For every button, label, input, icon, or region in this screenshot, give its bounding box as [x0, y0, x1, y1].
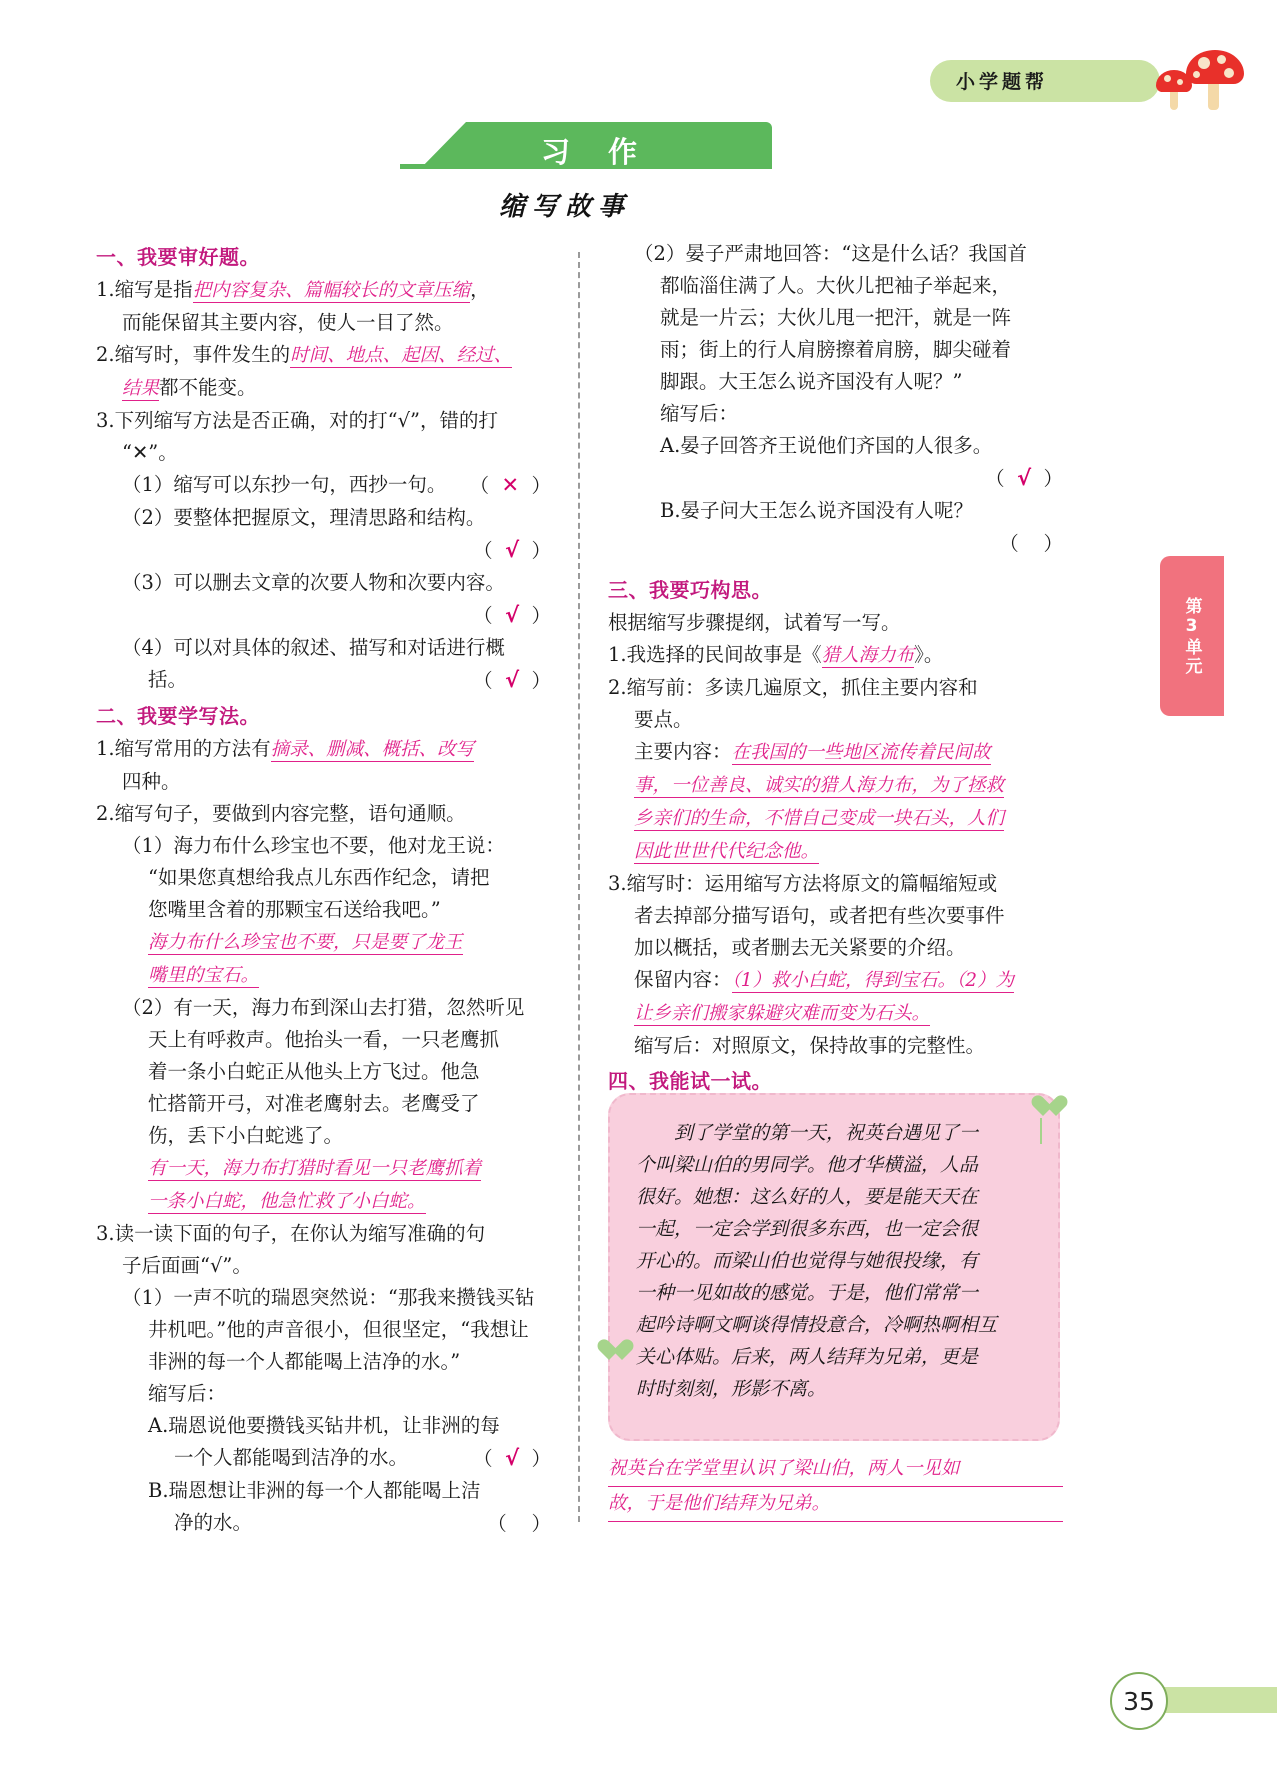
r-q3-3-keep-label: 保留内容：	[634, 968, 732, 991]
r-q3-3-stem: 缩写时：运用缩写方法将原文的篇幅缩短或	[626, 872, 998, 895]
r-q3-3-line-2: 加以概括，或者删去无关紧要的介绍。	[634, 936, 966, 959]
r-q3-3-line-1: 者去掉部分描写语句，或者把有些次要事件	[634, 904, 1005, 927]
passage-line-8: 关心体贴。后来，两人结拜为兄弟，更是	[636, 1346, 979, 1368]
r-q2-optB-bracket: （ ）	[999, 532, 1063, 555]
q1-1-num: 1.	[96, 278, 115, 301]
q1-1-stem: 缩写是指	[114, 278, 193, 301]
q1-2	[96, 339, 551, 372]
r-q3-2-answer-row-2	[608, 769, 1063, 802]
q2-3-stem: 读一读下面的句子，在你认为缩写准确的句	[114, 1222, 486, 1245]
q1-3-item-1-mark[interactable]: ✕	[501, 473, 520, 497]
r-q3-1-num: 1.	[608, 643, 627, 666]
section-banner-title: 习 作	[540, 135, 652, 169]
q1-1	[96, 274, 551, 307]
r-q3-3-num: 3.	[608, 872, 627, 895]
r-q3-3-after-label: 缩写后：对照原文，保持故事的完整性。	[634, 1034, 986, 1057]
q2-3-sub1-label: （1）一声不吭的瑞恩突然说：“那我来攒钱买钻	[122, 1286, 535, 1309]
q1-2-stem: 缩写时，事件发生的	[114, 343, 291, 366]
q2-3-line2: 子后面画“√”。	[122, 1254, 252, 1277]
passage-line-2: 个叫梁山伯的男同学。他才华横溢，人品	[636, 1154, 979, 1176]
r-q3-1-tail: 》。	[914, 643, 944, 666]
r-q3-2-label: 主要内容：	[634, 740, 732, 763]
q1-3	[96, 405, 551, 437]
q1-1-tail: ，	[470, 278, 490, 301]
q1-3-num: 3.	[96, 409, 115, 432]
r-q2-line-4: 脚跟。大王怎么说齐国没有人呢？”	[660, 370, 963, 393]
r-q3-1	[608, 639, 1063, 672]
q2-2-sub2-answer-1-text: 有一天，海力布打猎时看见一只老鹰抓着	[148, 1158, 482, 1179]
page-number: 35	[1110, 1672, 1168, 1730]
q2-2-sub2-answer-2	[96, 1185, 551, 1218]
q2-1-stem: 缩写常用的方法有	[114, 737, 271, 760]
q2-3-optA-line-1: A.瑞恩说他要攒钱买钻井机，让非洲的每	[148, 1414, 500, 1437]
q2-2-sub1-answer-1-text: 海力布什么珍宝也不要，只是要了龙王	[148, 932, 463, 953]
q1-3-item-2-label: （2）要整体把握原文，理清思路和结构。	[122, 506, 486, 529]
q2-3-sub1-line-3: 缩写后：	[148, 1382, 227, 1405]
heart-icon	[596, 1340, 622, 1364]
q2-2-num: 2.	[96, 802, 115, 825]
r-q3-1-stem: 我选择的民间故事是《	[626, 643, 822, 666]
q1-2-answer-a: 时间、地点、起因、经过、	[290, 345, 513, 366]
q1-3-stem: 下列缩写方法是否正确，对的打“√”，错的打	[114, 409, 498, 432]
q2-2-sub2-label: （2）有一天，海力布到深山去打猎，忽然听见	[122, 996, 525, 1019]
q1-3-item-3-bracket: （ √ ）	[473, 603, 551, 627]
left-column	[96, 238, 551, 1540]
q2-3	[96, 1218, 551, 1250]
r-q3-2-answer-row-4	[608, 835, 1063, 868]
r-q3-2-answer-row-1	[608, 736, 1063, 769]
q2-2-sub2-answer-2-text: 一条小白蛇，他急忙救了小白蛇。	[148, 1191, 426, 1212]
r-q3-2-num: 2.	[608, 676, 627, 699]
lesson-title: 缩写故事	[498, 192, 631, 222]
r-q3-2	[608, 672, 1063, 704]
r-q3-2-stem: 缩写前：多读几遍原文，抓住主要内容和	[626, 676, 978, 699]
r-q2-optA: A.晏子回答齐王说他们齐国的人很多。	[660, 434, 993, 457]
unit-tab-label: 第3单元	[1181, 596, 1202, 676]
right-column	[608, 238, 1063, 1130]
r-q3-1-answer: 猎人海力布	[821, 645, 915, 666]
q1-3-item-4-row	[96, 664, 551, 697]
r-q2-label: （2）晏子严肃地回答：“这是什么话？我国首	[634, 242, 1027, 265]
q1-3-item-4-bracket: （ √ ）	[473, 668, 551, 692]
r-q2-line-2: 就是一片云；大伙儿甩一把汗，就是一阵	[660, 306, 1012, 329]
q2-2-sub2-line-3: 忙搭箭开弓，对准老鹰射去。老鹰受了	[148, 1092, 480, 1115]
q2-3-sub1-line-2: 非洲的每一个人都能喝上洁净的水。”	[148, 1350, 461, 1373]
r-q3-2-answer-3: 乡亲们的生命，不惜自己变成一块石头，人们	[634, 808, 1005, 829]
passage-line-5: 开心的。而梁山伯也觉得与她很投缘，有	[636, 1250, 979, 1272]
r-q3-3-keep-answer-1: （1）救小白蛇，得到宝石。（2）为	[731, 970, 1015, 991]
section-3-intro: 根据缩写步骤提纲，试着写一写。	[608, 611, 901, 634]
q2-3-optB-row	[96, 1507, 551, 1540]
section-2-heading: 二、我要学写法。	[96, 704, 260, 728]
passage-box	[608, 1093, 1060, 1441]
q1-3-item-2-bracket: （ √ ）	[473, 538, 551, 562]
r-q3-2-line2: 要点。	[634, 708, 693, 731]
q1-3-item-3-label: （3）可以删去文章的次要人物和次要内容。	[122, 571, 505, 594]
passage-answer	[608, 1452, 1063, 1522]
passage-line-6: 一种一见如故的感觉。于是，他们常常一	[636, 1282, 979, 1304]
r-q2-optB: B.晏子问大王怎么说齐国没有人呢？	[660, 499, 974, 522]
brand-header	[930, 42, 1260, 112]
passage-answer-line-2: 故，于是他们结拜为兄弟。	[608, 1487, 1063, 1522]
r-q3-3-keep-row-1	[608, 964, 1063, 997]
mushroom-large-icon	[1186, 50, 1244, 110]
q2-2-sub2-answer-1	[96, 1152, 551, 1185]
passage-line-1: 到了学堂的第一天，祝英台遇见了一	[674, 1122, 979, 1144]
r-q3-2-answer-2: 事，一位善良、诚实的猎人海力布，为了拯救	[634, 775, 1005, 796]
q2-2	[96, 798, 551, 830]
q1-3-item-4-label: （4）可以对具体的叙述、描写和对话进行概	[122, 636, 505, 659]
q2-1-line2: 四种。	[122, 770, 181, 793]
r-q3-2-answer-row-3	[608, 802, 1063, 835]
r-q2-optA-bracket: （ √ ）	[985, 466, 1063, 490]
q2-2-sub2-line-4: 伤，丢下小白蛇逃了。	[148, 1124, 344, 1147]
passage-line-4: 一起，一定会学到很多东西，也一定会很	[636, 1218, 979, 1240]
q2-2-sub1-answer-1	[96, 926, 551, 959]
q2-3-optA-mark[interactable]: √	[505, 1446, 520, 1470]
q1-2-answer-b: 结果	[122, 378, 160, 399]
q2-2-sub1-answer-2	[96, 959, 551, 992]
q2-3-optA-line-2: 一个人都能喝到洁净的水。	[174, 1446, 409, 1469]
q1-3-item-4-mark[interactable]: √	[505, 668, 520, 692]
q1-3-item-1	[96, 469, 551, 502]
q1-3-item-1-label: （1）缩写可以东抄一句，西抄一句。	[122, 473, 447, 496]
passage-answer-line-1: 祝英台在学堂里认识了梁山伯，两人一见如	[608, 1452, 1063, 1487]
r-q2-line-1: 都临淄住满了人。大伙儿把袖子举起来，	[660, 274, 1012, 297]
q2-2-stem: 缩写句子，要做到内容完整，语句通顺。	[114, 802, 466, 825]
r-q3-2-answer-1: 在我国的一些地区流传着民间故	[731, 742, 991, 763]
passage-line-9: 时时刻刻，形影不离。	[636, 1378, 827, 1400]
q1-2-num: 2.	[96, 343, 115, 366]
r-q2-line-5: 缩写后：	[660, 402, 739, 425]
q2-2-sub1-line-1: “如果您真想给我点儿东西作纪念，请把	[148, 866, 490, 889]
q2-3-optA-bracket: （ √ ）	[473, 1446, 551, 1470]
q1-3-item-4-label2: 括。	[148, 668, 188, 691]
heart-balloon-icon	[1030, 1096, 1056, 1120]
q1-3-item-1-bracket: （ ✕ ）	[469, 473, 551, 497]
section-3-heading: 三、我要巧构思。	[608, 578, 772, 602]
q1-2-line2	[96, 372, 551, 405]
q2-3-optB-line-1: B.瑞恩想让非洲的每一个人都能喝上洁	[148, 1479, 481, 1502]
r-q2-optA-mark[interactable]: √	[1017, 466, 1032, 490]
q1-3-line2: “✕”。	[122, 441, 178, 464]
q1-1-line2: 而能保留其主要内容，使人一目了然。	[122, 311, 454, 334]
q2-1-answer: 摘录、删减、概括、改写	[270, 739, 475, 760]
q1-2-tail: 都不能变。	[159, 376, 257, 399]
r-q3-3-keep-row-2	[608, 997, 1063, 1030]
q2-2-sub2-line-2: 着一条小白蛇正从他头上方飞过。他急	[148, 1060, 480, 1083]
r-q3-3	[608, 868, 1063, 900]
q2-1	[96, 733, 551, 766]
q2-3-optB-bracket: （ ）	[487, 1512, 551, 1535]
q1-3-item-3-mark[interactable]: √	[505, 603, 520, 627]
r-q2-line-3: 雨；街上的行人肩膀擦着肩膀，脚尖碰着	[660, 338, 1012, 361]
q2-3-num: 3.	[96, 1222, 115, 1245]
balloon-string	[1040, 1118, 1042, 1144]
r-q3-3-keep-answer-2: 让乡亲们搬家躲避灾难而变为石头。	[634, 1003, 931, 1024]
q1-1-answer: 把内容复杂、篇幅较长的文章压缩	[192, 280, 471, 301]
unit-tab[interactable]	[1160, 556, 1224, 716]
q2-2-sub1-label: （1）海力布什么珍宝也不要，他对龙王说：	[122, 834, 505, 857]
passage-line-3: 很好。她想：这么好的人，要是能天天在	[636, 1186, 979, 1208]
r-q3-2-answer-4: 因此世世代代纪念他。	[634, 841, 820, 862]
q1-3-item-2-mark[interactable]: √	[505, 538, 520, 562]
passage-line-7: 起吟诗啊文啊谈得情投意合，冷啊热啊相互	[636, 1314, 998, 1336]
q2-2-sub2-line-1: 天上有呼救声。他抬头一看，一只老鹰抓	[148, 1028, 500, 1051]
brand-label: 小学题帮	[956, 71, 1049, 93]
section-1-heading: 一、我要审好题。	[96, 245, 260, 269]
q2-1-num: 1.	[96, 737, 115, 760]
q2-3-optA-row	[96, 1442, 551, 1475]
q2-3-sub1-line-1: 井机吧。”他的声音很小，但很坚定，“我想让	[148, 1318, 529, 1341]
q2-2-sub1-answer-2-text: 嘴里的宝石。	[148, 965, 260, 986]
column-divider	[578, 252, 580, 1522]
section-4-heading: 四、我能试一试。	[608, 1069, 772, 1093]
q2-3-optB-line-2: 净的水。	[174, 1511, 253, 1534]
q2-2-sub1-line-2: 您嘴里含着的那颗宝石送给我吧。”	[148, 898, 441, 921]
